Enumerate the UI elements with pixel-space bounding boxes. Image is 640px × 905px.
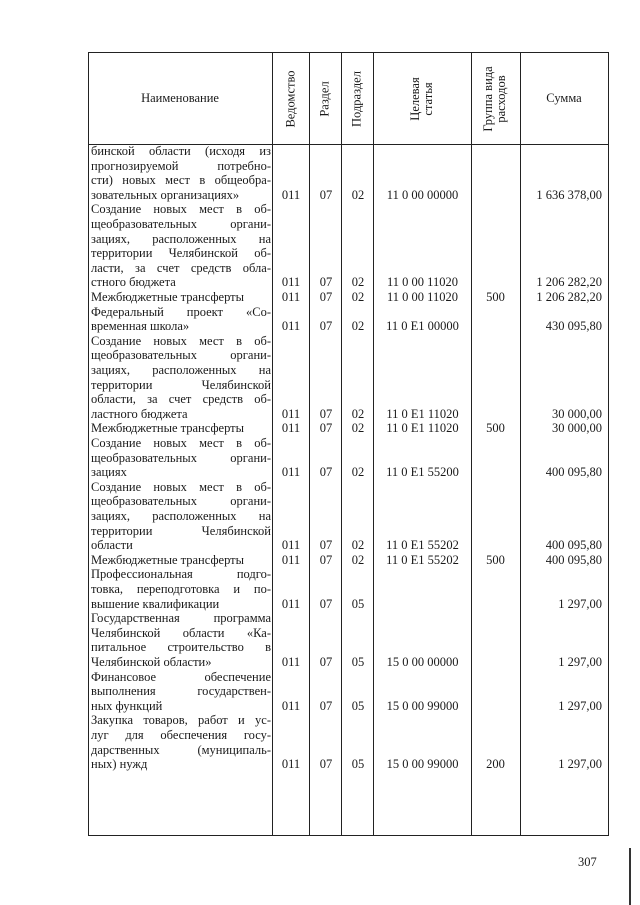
row-name [91, 144, 271, 202]
row-celevaya: 11 0 E1 11020 [386, 421, 459, 436]
row-gruppa: 500 [486, 552, 505, 567]
row-name [91, 334, 271, 422]
row-podrazdel: 05 [351, 596, 365, 611]
header-summa-cell [520, 52, 608, 144]
scan-edge-mark [629, 848, 631, 905]
table-row [88, 567, 608, 611]
row-name-line: стного бюджета [91, 275, 176, 290]
table-row [88, 553, 608, 568]
row-name-line: территории Челябинской [91, 523, 271, 538]
row-summa: 430 095,80 [545, 319, 602, 334]
header-gruppa [482, 66, 508, 131]
row-celevaya: 15 0 00 99000 [386, 757, 459, 772]
row-podrazdel: 02 [351, 275, 365, 290]
row-celevaya: 11 0 E1 00000 [386, 319, 459, 334]
page-number: 307 [578, 855, 597, 869]
row-summa: 1 297,00 [558, 596, 602, 611]
row-name-line: Профессиональная подго- [91, 567, 271, 582]
row-name-line: щеобразовательных органи- [91, 216, 271, 231]
row-razdel: 07 [319, 421, 333, 436]
row-name-line: Закупка товаров, работ и ус- [91, 713, 271, 728]
table-row [88, 305, 608, 334]
row-name-line: питальное строительство в [91, 640, 271, 655]
header-celevaya [409, 77, 435, 120]
row-name-line: Челябинской области «Ка- [91, 625, 271, 640]
row-summa: 30 000,00 [552, 406, 602, 421]
row-name-line: Федеральный проект «Со- [91, 304, 271, 319]
row-name-line: Межбюджетные трансферты [91, 421, 245, 436]
row-name [91, 553, 271, 568]
row-name [91, 421, 271, 436]
header-summa: Сумма [546, 90, 582, 105]
table-row [88, 144, 608, 202]
header-name: Наименование [141, 90, 219, 105]
row-name-line: ласти, за счет средств обла- [91, 260, 271, 275]
row-name-line: Создание новых мест в об- [91, 479, 271, 494]
row-name-line: луг для обеспечения госу- [91, 727, 271, 742]
row-razdel: 07 [319, 289, 333, 304]
row-celevaya: 11 0 00 11020 [387, 275, 458, 290]
row-podrazdel: 05 [351, 757, 365, 772]
row-name-line: сти) новых мест в общеобра- [91, 173, 271, 188]
row-gruppa: 200 [486, 757, 505, 772]
row-razdel: 07 [319, 538, 333, 553]
row-razdel: 07 [319, 552, 333, 567]
row-razdel: 07 [319, 319, 333, 334]
row-summa: 1 636 378,00 [536, 187, 602, 202]
row-name [91, 567, 271, 611]
row-name [91, 611, 271, 669]
row-name-line: области, за счет средств об- [91, 392, 271, 407]
row-name [91, 436, 271, 480]
row-name-line: ных) нужд [91, 757, 148, 772]
row-summa: 400 095,80 [545, 552, 602, 567]
row-razdel: 07 [319, 275, 333, 290]
header-name-cell [88, 52, 272, 144]
row-name-line: территории Челябинской об- [91, 246, 271, 261]
row-vedomstvo: 011 [281, 654, 301, 669]
row-celevaya: 15 0 00 99000 [386, 698, 459, 713]
col-border [608, 52, 609, 836]
table-row [88, 334, 608, 422]
row-name-line: зациях, расположенных на [91, 362, 271, 377]
row-vedomstvo: 011 [281, 698, 301, 713]
row-summa: 30 000,00 [552, 421, 602, 436]
row-celevaya: 11 0 00 00000 [386, 187, 459, 202]
row-name [91, 670, 271, 714]
row-podrazdel: 02 [351, 465, 365, 480]
row-summa: 1 206 282,20 [536, 275, 602, 290]
row-name-line: Создание новых мест в об- [91, 435, 271, 450]
row-name-line: товка, переподготовка и по- [91, 581, 271, 596]
row-podrazdel: 05 [351, 654, 365, 669]
row-summa: 400 095,80 [545, 465, 602, 480]
row-razdel: 07 [319, 187, 333, 202]
row-name-line: бинской области (исходя из [91, 144, 271, 158]
table-row [88, 713, 608, 771]
row-name [91, 202, 271, 290]
table-row [88, 290, 608, 305]
row-name-line: выполнения государствен- [91, 684, 271, 699]
row-name-line: Межбюджетные трансферты [91, 289, 245, 304]
row-name-line: щеобразовательных органи- [91, 494, 271, 509]
row-podrazdel: 02 [351, 289, 365, 304]
row-summa: 1 297,00 [558, 654, 602, 669]
row-name [91, 290, 271, 305]
row-razdel: 07 [319, 596, 333, 611]
row-name [91, 480, 271, 553]
row-name-line: области [91, 538, 133, 553]
row-podrazdel: 02 [351, 187, 365, 202]
row-name-line: Финансовое обеспечение [91, 669, 271, 684]
row-podrazdel: 05 [351, 698, 365, 713]
row-celevaya: 11 0 E1 55202 [386, 538, 459, 553]
row-razdel: 07 [319, 698, 333, 713]
table-row [88, 202, 608, 290]
row-name-line: вышение квалификации [91, 596, 220, 611]
row-podrazdel: 02 [351, 421, 365, 436]
row-summa: 1 297,00 [558, 698, 602, 713]
table-row [88, 480, 608, 553]
row-name-line: зациях, расположенных на [91, 508, 271, 523]
header-podrazdel: Подраздел [349, 71, 364, 127]
row-celevaya: 11 0 E1 11020 [386, 406, 459, 421]
table-row [88, 436, 608, 480]
row-vedomstvo: 011 [281, 275, 301, 290]
row-podrazdel: 02 [351, 406, 365, 421]
row-podrazdel: 02 [351, 538, 365, 553]
header-razdel: Раздел [317, 81, 332, 117]
header-vedomstvo: Ведомство [283, 70, 298, 128]
table-row [88, 611, 608, 669]
table-body [88, 144, 608, 772]
row-vedomstvo: 011 [281, 552, 301, 567]
row-name-line: Межбюджетные трансферты [91, 552, 245, 567]
row-name-line: ластного бюджета [91, 406, 188, 421]
row-gruppa: 500 [486, 421, 505, 436]
row-name-line: щеобразовательных органи- [91, 348, 271, 363]
row-name-line: Создание новых мест в об- [91, 333, 271, 348]
row-vedomstvo: 011 [281, 187, 301, 202]
row-razdel: 07 [319, 465, 333, 480]
row-summa: 1 206 282,20 [536, 289, 602, 304]
table-row [88, 670, 608, 714]
row-gruppa: 500 [486, 289, 505, 304]
row-vedomstvo: 011 [281, 596, 301, 611]
row-name-line: Создание новых мест в об- [91, 202, 271, 217]
row-name-line: зовательных организациях» [91, 187, 240, 202]
row-celevaya: 11 0 00 11020 [387, 289, 458, 304]
header-celevaya-line2: статья [421, 82, 435, 116]
row-vedomstvo: 011 [281, 406, 301, 421]
row-vedomstvo: 011 [281, 757, 301, 772]
row-podrazdel: 02 [351, 552, 365, 567]
header-gruppa-line1: Группа вида [481, 66, 495, 132]
row-razdel: 07 [319, 406, 333, 421]
row-name-line: Челябинской области» [91, 654, 212, 669]
row-celevaya: 11 0 E1 55202 [386, 552, 459, 567]
row-name [91, 713, 271, 771]
row-vedomstvo: 011 [281, 421, 301, 436]
header-celevaya-line1: Целевая [408, 77, 422, 121]
row-razdel: 07 [319, 757, 333, 772]
table-bottom-border [88, 835, 608, 836]
row-celevaya: 15 0 00 00000 [386, 654, 459, 669]
row-vedomstvo: 011 [281, 289, 301, 304]
row-name-line: зациях, расположенных на [91, 231, 271, 246]
row-name-line: временная школа» [91, 319, 190, 334]
row-name-line: Государственная программа [91, 611, 271, 626]
row-name-line: дарственных (муниципаль- [91, 742, 271, 757]
row-vedomstvo: 011 [281, 538, 301, 553]
row-razdel: 07 [319, 654, 333, 669]
row-name-line: зациях [91, 465, 127, 480]
row-celevaya: 11 0 E1 55200 [386, 465, 459, 480]
row-podrazdel: 02 [351, 319, 365, 334]
row-name-line: ных функций [91, 698, 163, 713]
row-name-line: территории Челябинской [91, 377, 271, 392]
table-row [88, 421, 608, 436]
row-name [91, 305, 271, 334]
header-gruppa-line2: расходов [494, 75, 508, 123]
row-summa: 400 095,80 [545, 538, 602, 553]
budget-table [88, 52, 608, 835]
row-summa: 1 297,00 [558, 757, 602, 772]
row-name-line: прогнозируемой потребно- [91, 158, 271, 173]
row-vedomstvo: 011 [281, 319, 301, 334]
row-name-line: щеобразовательных органи- [91, 450, 271, 465]
row-vedomstvo: 011 [281, 465, 301, 480]
